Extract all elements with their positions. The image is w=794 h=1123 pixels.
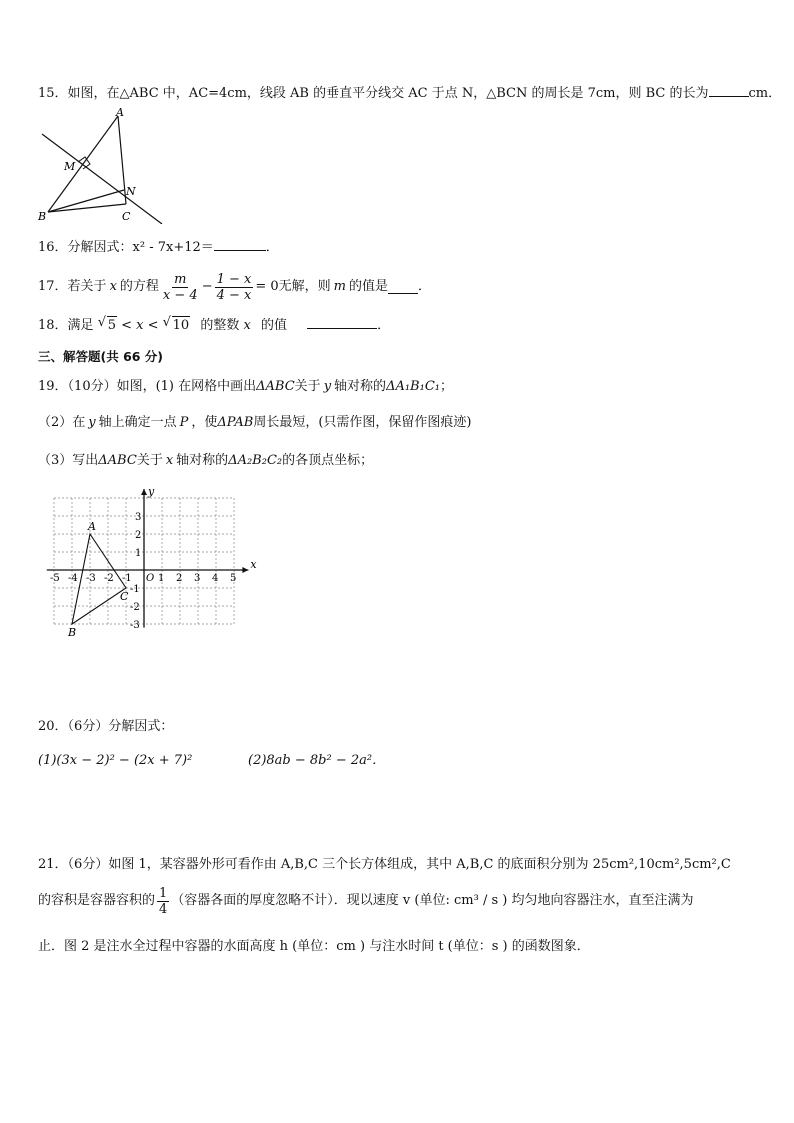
q20-expr-2: (2)8ab − 8b² − 2a²． (248, 753, 386, 768)
q17-answer-blank[interactable] (388, 281, 418, 294)
y-tick-label: 3 (135, 512, 142, 523)
origin-label: O (146, 573, 155, 584)
q18-end: ． (377, 318, 391, 333)
label-c: C (122, 210, 131, 223)
q19-part3-d: 的各顶点坐标； (282, 453, 374, 468)
q15-triangle-figure (34, 108, 174, 224)
q16-text: 分解因式：x² - 7x+12＝ (67, 240, 214, 255)
q19-part3-x: x (165, 453, 174, 468)
grid-tick-labels (50, 512, 236, 631)
q21-fraction (157, 886, 169, 917)
q21-line-1: 21．（6分）如图 1，某容器外形可看作由 A,B,C 三个长方体组成，其中 A,B,C 的底面积分别为 25cm²,10cm²,5cm²,C (38, 857, 731, 872)
q19-coordinate-grid (44, 486, 258, 646)
q18-line (38, 316, 390, 335)
x-tick-label: 2 (176, 573, 183, 584)
y-tick-label: 1 (135, 548, 142, 559)
q19-part1 (38, 378, 453, 396)
triangle-abc-outline (72, 534, 126, 624)
q19-part3-a: （3）写出 (38, 453, 99, 468)
q19-tri: ΔABC (256, 379, 295, 394)
q16-number: 16． (38, 240, 68, 255)
q17-var-x: x (109, 279, 117, 294)
q19-part2-tri: ΔPAB (217, 415, 254, 430)
q19-part2-b: 轴上确定一点 (98, 415, 177, 430)
q19-part2-d: 周长最短，(只需作图，保留作图痕迹) (253, 415, 472, 430)
q18-sqrt-5: √ 5 (107, 316, 117, 335)
q20-header: 20．（6分）分解因式： (38, 719, 174, 734)
q18-answer-blank[interactable] (307, 316, 377, 329)
q16-answer-blank[interactable] (214, 238, 266, 251)
point-label-b: B (68, 626, 77, 639)
x-tick-label: 5 (230, 573, 237, 584)
q17-number: 17． (38, 279, 68, 294)
label-n: N (126, 185, 136, 198)
q19-part3-c: 轴对称的 (176, 453, 229, 468)
q17-line (38, 270, 431, 304)
q19-part2-a: （2）在 (38, 415, 86, 430)
q17-end: ． (418, 279, 432, 294)
q19-var-y: y (323, 379, 332, 394)
x-tick-label: -2 (104, 573, 114, 584)
q15-number: 15． (38, 86, 68, 101)
q21-frac-den: 4 (159, 901, 168, 917)
point-label-a: A (88, 520, 96, 533)
q19-part3-b: 关于 (136, 453, 163, 468)
q16-end: ． (265, 240, 279, 255)
q17-frac2-num: 1 − x (216, 271, 252, 287)
label-b: B (38, 210, 47, 223)
x-tick-label: 4 (212, 573, 219, 584)
q21-line-3: 止．图 2 是注水全过程中容器的水面高度 h (单位：cm ) 与注水时间 t (单位：s ) 的函数图象． (38, 939, 590, 954)
q17-text-a: 若关于 (67, 279, 107, 294)
q19-part3 (38, 452, 373, 470)
x-axis-label: x (250, 558, 257, 571)
x-tick-label: -4 (68, 573, 78, 584)
q19-tri1: ΔA₁B₁C₁ (386, 379, 440, 394)
q18-text-a: 满足 (67, 318, 94, 333)
q17-fraction-1 (161, 272, 200, 303)
y-tick-label: -2 (130, 602, 140, 613)
q17-minus: − (201, 279, 213, 294)
q17-fraction-2 (215, 272, 254, 303)
x-tick-label: 1 (158, 573, 165, 584)
q19-part2-p: P (179, 415, 189, 430)
q17-frac1-den: x − 4 (162, 287, 198, 303)
x-tick-label: -1 (122, 573, 132, 584)
label-m: M (64, 160, 76, 173)
q21-line-2 (38, 884, 693, 918)
y-tick-label: -1 (130, 584, 140, 595)
x-tick-label: -5 (50, 573, 60, 584)
q17-text-c: 无解，则 (278, 279, 331, 294)
q19-end1: ； (439, 379, 453, 394)
q21-frac-num: 1 (159, 885, 168, 901)
triangle-abc (72, 534, 126, 624)
section-3-heading: 三、解答题(共 66 分) (38, 349, 164, 364)
q19-mid2: 轴对称的 (334, 379, 387, 394)
q17-frac2-den: 4 − x (216, 287, 252, 303)
q17-text-d: 的值是 (349, 279, 389, 294)
q19-part3-tri2: ΔA₂B₂C₂ (228, 453, 283, 468)
q18-sqrt-10: √ 10 (172, 316, 191, 335)
q17-frac1-num: m (174, 271, 187, 287)
q17-text-b: 的方程 (119, 279, 159, 294)
q21-line2-a: 的容积是容器容积的 (38, 893, 156, 908)
q18-text-b: 的整数 (200, 318, 240, 333)
q20-expr-1: (1)(3x − 2)² − (2x + 7)² (38, 753, 193, 768)
q17-var-m: m (333, 279, 346, 294)
x-axis-arrow (242, 567, 248, 573)
q18-var-x: x (243, 318, 251, 333)
point-label-c: C (120, 590, 129, 603)
q17-eq: = 0 (255, 279, 279, 294)
y-axis-label: y (148, 486, 155, 498)
q18-text-c: 的值 (260, 318, 287, 333)
q19-part2 (38, 414, 471, 432)
y-axis-arrow (141, 489, 147, 495)
q18-number: 18． (38, 318, 68, 333)
q19-mid1: 关于 (294, 379, 321, 394)
q19-part3-tri: ΔABC (98, 453, 137, 468)
q19-part2-y: y (88, 415, 96, 430)
y-tick-label: -3 (130, 620, 140, 631)
q21-line2-b: （容器各面的厚度忽略不计）．现以速度 v (单位: cm³ / s ) 均匀地向容器注水，直至注满为 (171, 893, 694, 908)
x-tick-label: 3 (194, 573, 201, 584)
q19-part2-c: ，使 (191, 415, 218, 430)
q15-unit: cm． (748, 86, 782, 101)
label-a: A (116, 108, 124, 119)
q15-line (38, 84, 781, 103)
grid-axes (47, 489, 249, 628)
q15-answer-blank[interactable] (709, 84, 749, 97)
y-tick-label: 2 (135, 530, 142, 541)
q15-text: 如图，在△ABC 中，AC=4cm，线段 AB 的垂直平分线交 AC 于点 N，△BCN 的周长是 7cm，则 BC 的长为 (67, 86, 709, 101)
q18-inequality: < x < (121, 318, 159, 333)
q16-line (38, 238, 279, 257)
q19-header: 19．（10分）如图，(1) 在网格中画出 (38, 379, 257, 394)
x-tick-label: -3 (86, 573, 96, 584)
